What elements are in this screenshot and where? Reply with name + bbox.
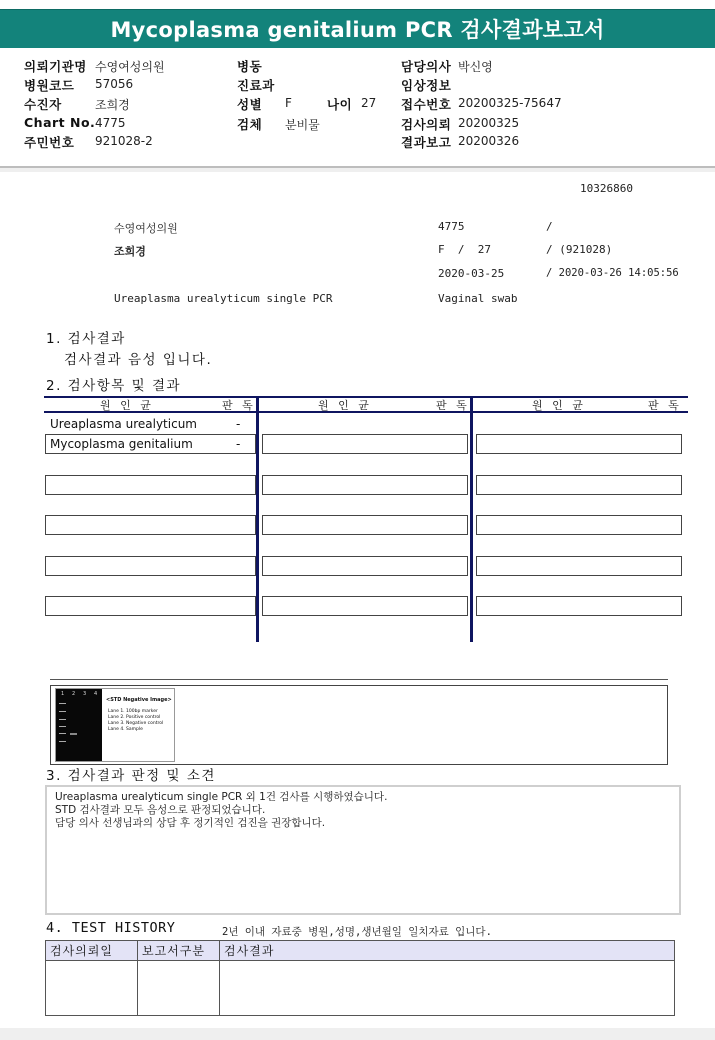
- history-cell: [138, 961, 220, 1016]
- receipt-no-label: 접수번호: [401, 97, 452, 112]
- history-col-result: 검사결과: [220, 941, 675, 961]
- gel-band: [59, 733, 66, 734]
- doctor-label: 담당의사: [401, 59, 452, 74]
- report-chart-no: 4775: [438, 220, 465, 233]
- opinion-text: [55, 791, 387, 830]
- clinic-label: 의뢰기관명: [24, 59, 87, 74]
- section1-result-text: 검사결과 음성 입니다.: [64, 352, 213, 368]
- result-cell: [262, 434, 468, 454]
- section4-heading: 4. TEST HISTORY: [46, 920, 176, 936]
- history-cell: [46, 961, 138, 1016]
- opinion-box: [45, 785, 681, 915]
- report-specimen: Vaginal swab: [438, 292, 518, 305]
- sex-label: 성별: [237, 97, 263, 112]
- result-cell: [476, 475, 682, 495]
- report-clinic: 수영여성의원: [114, 222, 178, 235]
- report-test-name: Ureaplasma urealyticum single PCR: [114, 292, 333, 305]
- gel-lane-4: 4: [94, 691, 98, 697]
- history-table: [45, 940, 675, 1016]
- report-date-label: 결과보고: [401, 135, 452, 150]
- specimen-value: 분비물: [285, 118, 320, 132]
- title-bar: [0, 0, 715, 48]
- history-col-report-type: 보고서구분: [138, 941, 220, 961]
- hospital-code-label: 병원코드: [24, 78, 75, 93]
- opinion-line-1: Ureaplasma urealyticum single PCR 외 1건 검사를 시행하였습니다.: [55, 791, 388, 803]
- result-cell: [262, 596, 468, 616]
- result-cell: [476, 434, 682, 454]
- result-cell: [262, 556, 468, 576]
- sex-value: F: [285, 96, 292, 110]
- doctor-value: 박신영: [458, 60, 493, 74]
- report-datetime: / 2020-03-26 14:05:56: [546, 267, 679, 279]
- gel-caption-title: <STD Negative Image>: [106, 697, 172, 703]
- clinical-info-label: 임상정보: [401, 78, 452, 93]
- history-col-request-date: 검사의뢰일: [46, 941, 138, 961]
- gel-band: [59, 719, 66, 720]
- gel-band: [59, 711, 66, 712]
- history-header-row: [46, 941, 675, 961]
- age-label: 나이: [327, 97, 353, 112]
- gel-photo: [56, 689, 102, 761]
- gel-image: [55, 688, 175, 762]
- col-judgment-2: 판 독: [436, 399, 470, 412]
- report-request-date: 2020-03-25: [438, 267, 505, 280]
- gel-legend-4: Lane 4. Sample: [108, 727, 143, 732]
- result-cell: [45, 596, 256, 616]
- report-sex-age: F / 27: [438, 243, 491, 256]
- gel-lane-2: 2: [72, 691, 76, 697]
- section3-heading: 3. 검사결과 판정 및 소견: [46, 768, 216, 784]
- gel-legend-2: Lane 2. Positive control: [108, 715, 161, 720]
- results-divider-2: [470, 396, 473, 642]
- result-cell: [476, 556, 682, 576]
- col-pathogen-2: 원 인 균: [318, 399, 372, 412]
- section4-note: 2년 이내 자료중 병원,성명,생년월일 일치자료 입니다.: [222, 926, 492, 938]
- gel-band: [59, 703, 66, 704]
- result-row-1-value: -: [236, 417, 241, 431]
- patient-label: 수진자: [24, 97, 62, 112]
- col-pathogen-1: 원 인 균: [100, 399, 154, 412]
- ward-label: 병동: [237, 59, 263, 74]
- result-cell: [476, 515, 682, 535]
- age-value: 27: [361, 96, 377, 110]
- result-row-1-name: Ureaplasma urealyticum: [50, 417, 197, 431]
- gel-band: [59, 726, 66, 727]
- result-cell: [45, 475, 256, 495]
- report-paper: [0, 172, 715, 1028]
- patient-value: 조희경: [95, 98, 130, 112]
- resident-no-label: 주민번호: [24, 135, 75, 150]
- resident-no-value: 921028-2: [95, 134, 153, 148]
- history-cell: [220, 961, 675, 1016]
- chart-no-value: 4775: [95, 116, 126, 130]
- col-pathogen-3: 원 인 균: [532, 399, 586, 412]
- col-judgment-1: 판 독: [222, 399, 256, 412]
- result-row-2-name: Mycoplasma genitalium: [50, 437, 193, 451]
- gel-legend-3: Lane 3. Negative control: [108, 721, 164, 726]
- report-birth: / (921028): [546, 243, 613, 256]
- history-row: [46, 961, 675, 1016]
- gel-band: [70, 733, 77, 735]
- report-patient: 조희경: [114, 245, 146, 258]
- result-cell: [45, 556, 256, 576]
- result-row-2-value: -: [236, 437, 241, 451]
- document-number: 10326860: [580, 182, 633, 195]
- result-cell: [262, 515, 468, 535]
- result-cell: [45, 515, 256, 535]
- gel-top-rule: [50, 679, 668, 680]
- specimen-label: 검체: [237, 117, 263, 132]
- report-slash: /: [546, 220, 553, 233]
- report-title: Mycoplasma genitalium PCR 검사결과보고서: [0, 9, 715, 49]
- clinic-value: 수영여성의원: [95, 60, 165, 74]
- col-judgment-3: 판 독: [648, 399, 682, 412]
- gel-band: [59, 741, 66, 742]
- result-cell: [476, 596, 682, 616]
- opinion-line-2: STD 검사결과 모두 음성으로 판정되었습니다.: [55, 804, 266, 816]
- results-divider-1: [256, 396, 259, 642]
- chart-no-label: Chart No.: [24, 115, 96, 130]
- gel-lane-3: 3: [83, 691, 87, 697]
- opinion-line-3: 담당 의사 선생님과의 상담 후 정기적인 검진을 권장합니다.: [55, 817, 326, 829]
- hospital-code-value: 57056: [95, 77, 134, 91]
- gel-legend-1: Lane 1. 100bp marker: [108, 709, 158, 714]
- report-date-value: 20200326: [458, 134, 520, 148]
- gel-lane-1: 1: [61, 691, 65, 697]
- section2-heading: 2. 검사항목 및 결과: [46, 378, 182, 394]
- request-date-label: 검사의뢰: [401, 117, 452, 132]
- header-info: [0, 48, 715, 168]
- result-cell: [262, 475, 468, 495]
- receipt-no-value: 20200325-75647: [458, 96, 562, 110]
- request-date-value: 20200325: [458, 116, 520, 130]
- section1-heading: 1. 검사결과: [46, 331, 126, 347]
- department-label: 진료과: [237, 78, 275, 93]
